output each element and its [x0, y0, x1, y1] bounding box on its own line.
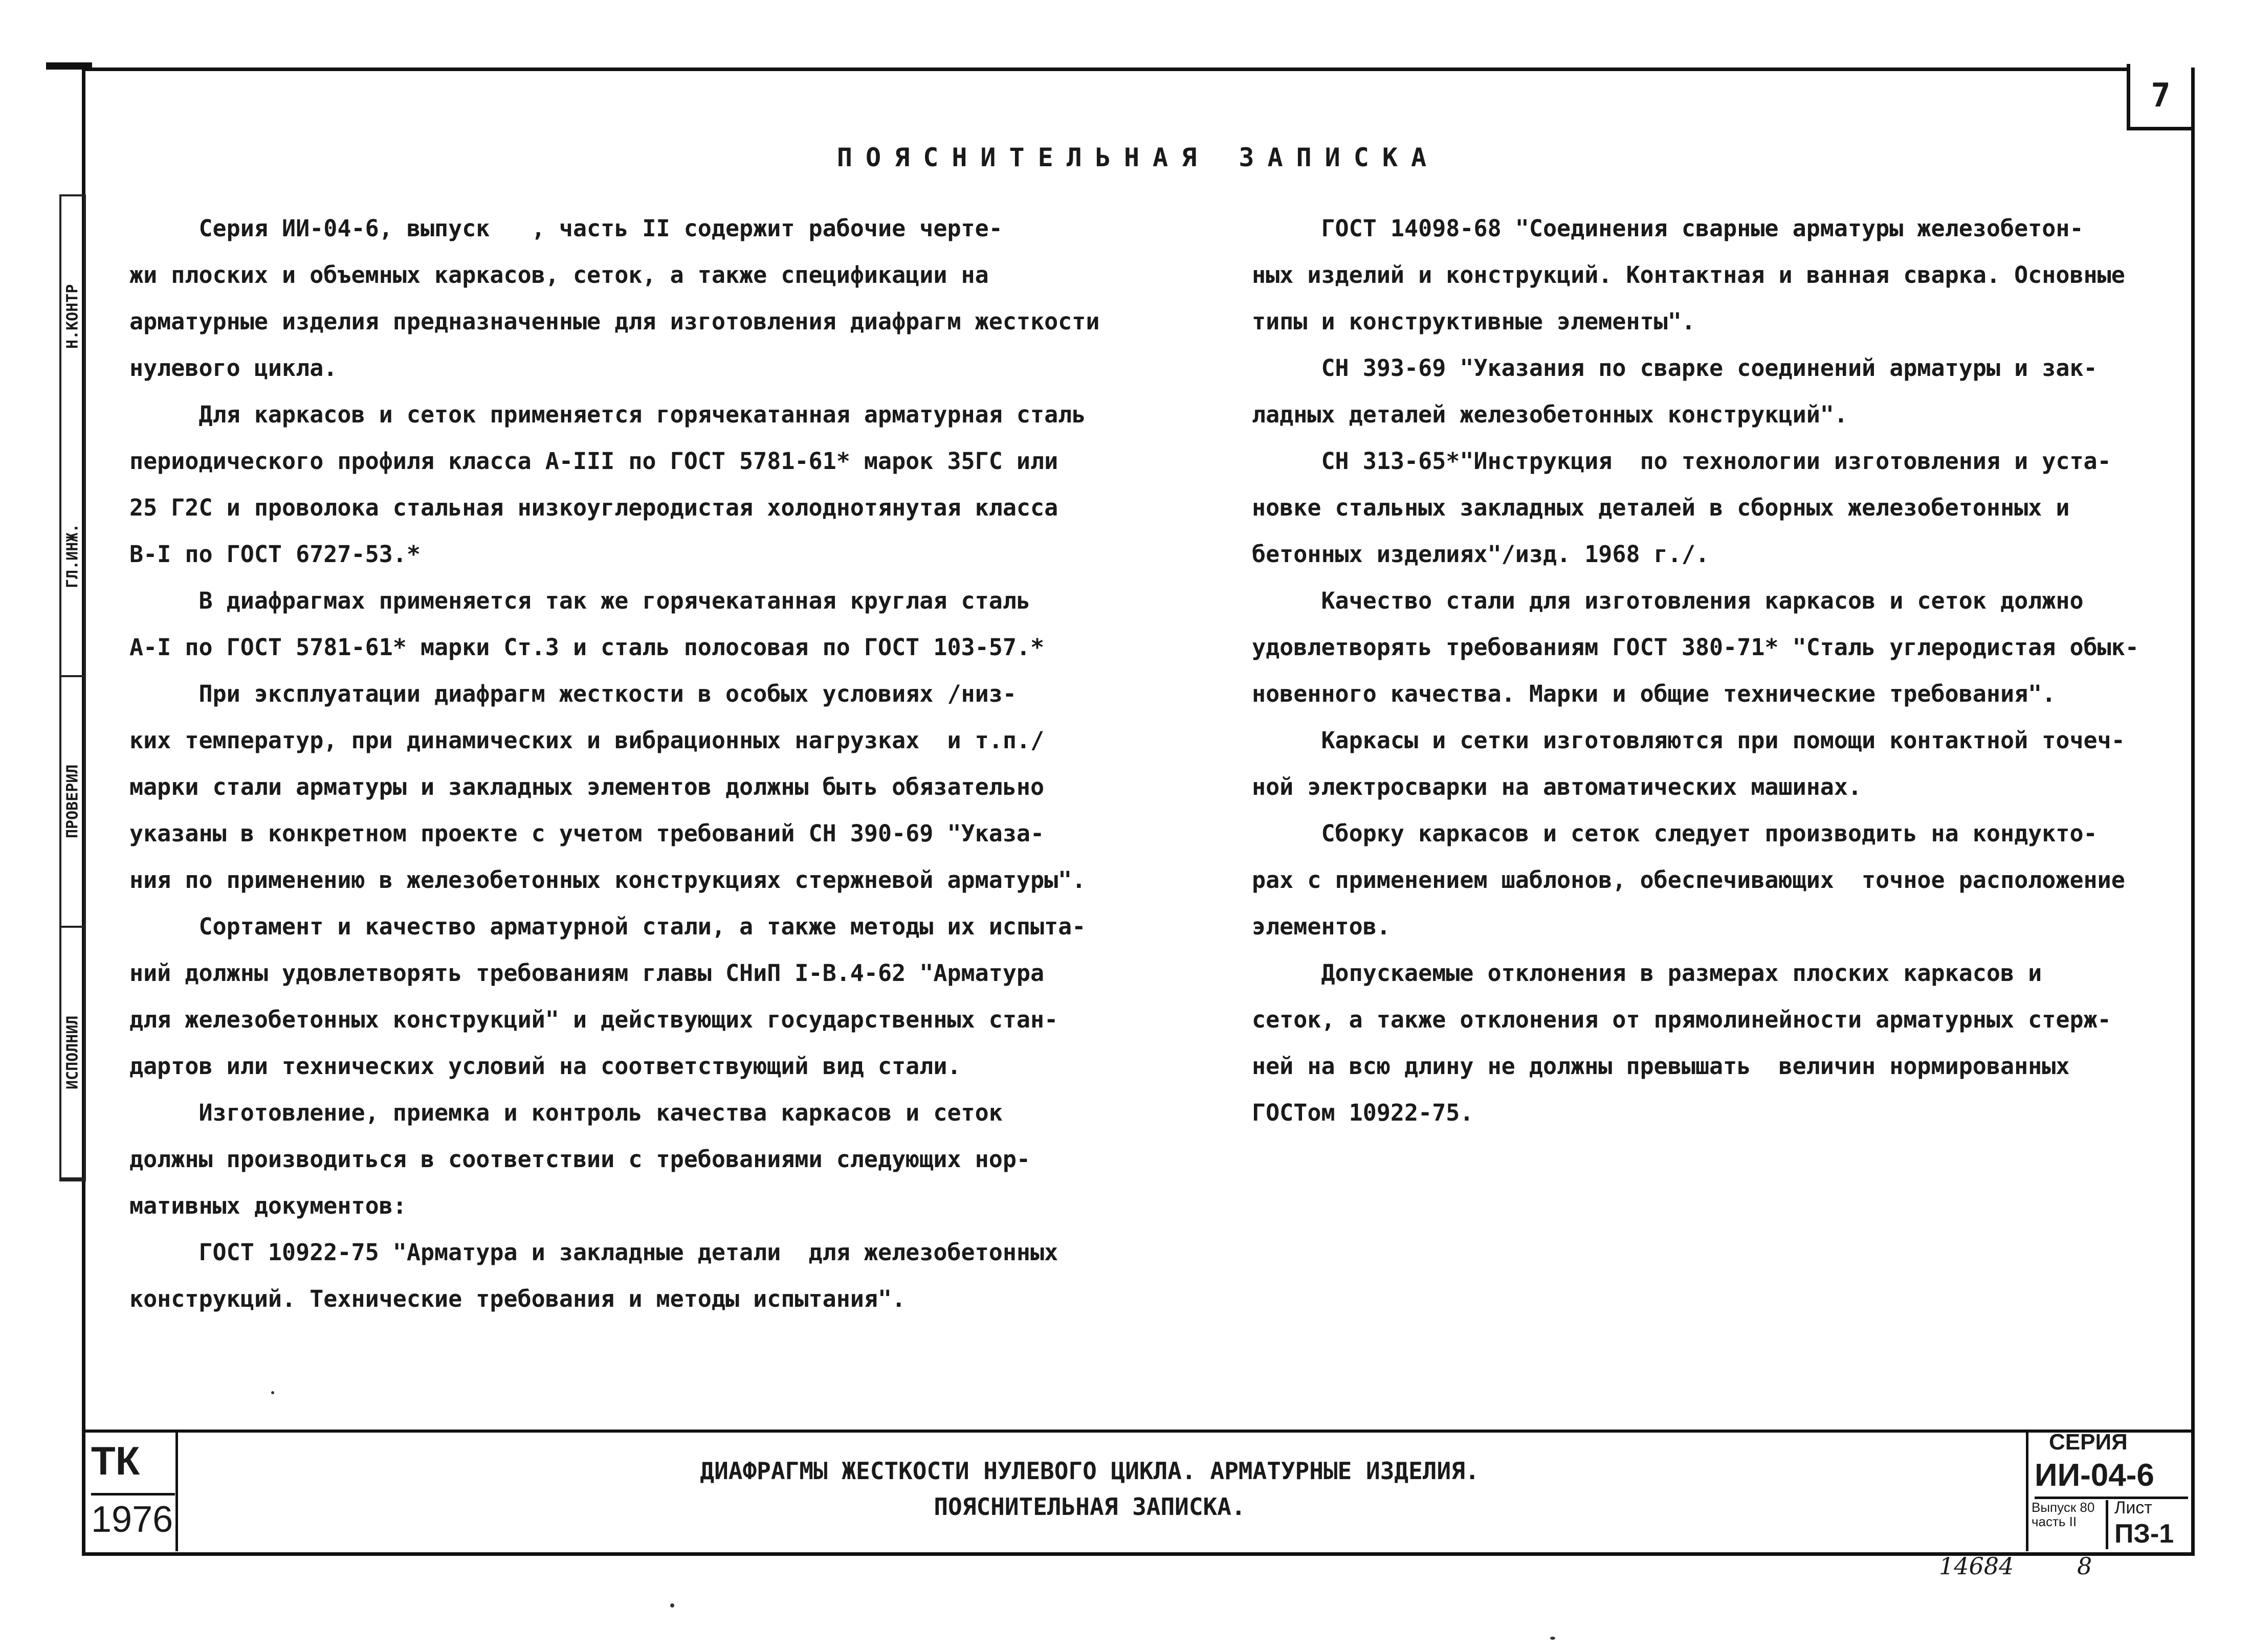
scan-speck	[1550, 1637, 1555, 1640]
text-line: Допускаемые отклонения в размерах плоских каркасов и	[1252, 959, 2042, 987]
text-line: марки стали арматуры и закладных элементов должны быть обязательно	[129, 773, 1045, 800]
caption-line-1: ДИАФРАГМЫ ЖЕСТКОСТИ НУЛЕВОГО ЦИКЛА. АРМАТУРНЫЕ ИЗДЕЛИЯ.	[700, 1457, 1480, 1485]
text-line: Для каркасов и сеток применяется горячекатанная арматурная сталь	[129, 401, 1086, 428]
archive-number: 14684	[1939, 1552, 2014, 1580]
side-label-ispolnil: ИСПОЛНИЛ	[61, 928, 84, 1179]
scan-speck	[670, 1603, 674, 1608]
right-column-text	[1252, 205, 2173, 1136]
text-line: Сортамент и качество арматурной стали, а также методы их испыта-	[129, 913, 1086, 940]
scan-speck	[271, 1391, 274, 1394]
series-label: СЕРИЯ	[2049, 1430, 2128, 1455]
text-line: удовлетворять требованиям ГОСТ 380-71* "Сталь углеродистая обык-	[1252, 634, 2139, 661]
text-line: Изготовление, приемка и контроль качества каркасов и сеток	[129, 1099, 1003, 1126]
text-line: арматурные изделия предназначенные для изготовления диафрагм жесткости	[129, 308, 1100, 335]
text-line: мативных документов:	[129, 1192, 407, 1219]
text-line: ных изделий и конструкций. Контактная и ванная сварка. Основные	[1252, 261, 2125, 288]
text-line: 25 Г2С и проволока стальная низкоуглеродистая холоднотянутая класса	[129, 494, 1058, 521]
handwritten-page: 8	[2077, 1552, 2092, 1580]
text-line: СН 393-69 "Указания по сварке соединений арматуры и зак-	[1252, 354, 2098, 382]
sheet-label: Лист	[2114, 1498, 2152, 1517]
text-line: Каркасы и сетки изготовляются при помощи контактной точеч-	[1252, 727, 2125, 754]
left-column-text	[129, 205, 1219, 1322]
sheet-number: ПЗ-1	[2114, 1519, 2174, 1549]
text-line: бетонных изделиях"/изд. 1968 г./.	[1252, 541, 1710, 568]
text-line: для железобетонных конструкций" и действующих государственных стан-	[129, 1006, 1058, 1033]
text-line: ких температур, при динамических и вибрационных нагрузках и т.п./	[129, 727, 1045, 754]
org-code: ТК	[91, 1438, 140, 1483]
text-line: новенного качества. Марки и общие технические требования".	[1252, 680, 2056, 707]
text-line: указаны в конкретном проекте с учетом требований СН 390-69 "Указа-	[129, 820, 1045, 847]
text-line: При эксплуатации диафрагм жесткости в особых условиях /низ-	[129, 680, 1017, 707]
title-block	[82, 1430, 2195, 1548]
text-line: ния по применению в железобетонных конструкциях стержневой арматуры".	[129, 866, 1086, 894]
text-line: В-I по ГОСТ 6727-53.*	[129, 541, 421, 568]
text-line: должны производиться в соответствии с требованиями следующих нор-	[129, 1146, 1030, 1173]
text-line: жи плоских и объемных каркасов, сеток, а также спецификации на	[129, 261, 989, 288]
issue-label: Выпуск 80 часть II	[2032, 1500, 2108, 1549]
series-cell	[2026, 1430, 2195, 1551]
text-line: нулевого цикла.	[129, 354, 338, 382]
text-line: СН 313-65*"Инструкция по технологии изготовления и уста-	[1252, 448, 2111, 475]
text-line: ГОСТ 10922-75 "Арматура и закладные детали для железобетонных	[129, 1239, 1058, 1266]
side-label-nkontr: Н.КОНТР	[63, 284, 82, 349]
text-line: периодического профиля класса А-III по ГОСТ 5781-61* марок 35ГС или	[129, 448, 1058, 475]
text-line: новке стальных закладных деталей в сборных железобетонных и	[1252, 494, 2070, 521]
org-cell	[89, 1433, 178, 1551]
text-line: сеток, а также отклонения от прямолинейности арматурных стерж-	[1252, 1006, 2111, 1033]
text-line: рах с применением шаблонов, обеспечивающих точное расположение	[1252, 866, 2125, 894]
text-line: дартов или технических условий на соответствующий вид стали.	[129, 1053, 961, 1080]
signature-strip	[59, 194, 86, 1181]
text-line: конструкций. Технические требования и методы испытания".	[129, 1285, 906, 1312]
side-label-proveril: ПРОВЕРИЛ	[61, 677, 84, 928]
title-block-caption	[184, 1453, 1995, 1525]
text-line: В диафрагмах применяется так же горячекатанная круглая сталь	[129, 587, 1030, 614]
text-line: элементов.	[1252, 913, 1391, 940]
document-title: ПОЯСНИТЕЛЬНАЯ ЗАПИСКА	[836, 143, 1440, 172]
series-code: ИИ-04-6	[2035, 1457, 2188, 1499]
text-line: Серия ИИ-04-6, выпуск , часть II содержит рабочие черте-	[129, 215, 1003, 242]
drawing-frame	[82, 68, 2195, 1556]
text-line: ГОСТом 10922-75.	[1252, 1099, 1474, 1126]
text-line: ной электросварки на автоматических машинах.	[1252, 773, 1862, 800]
text-line: ней на всю длину не должны превышать величин нормированных	[1252, 1053, 2070, 1080]
side-label-glinzh: ГЛ.ИНЖ.	[61, 437, 84, 677]
caption-line-2: ПОЯСНИТЕЛЬНАЯ ЗАПИСКА.	[934, 1493, 1246, 1521]
text-line: Сборку каркасов и сеток следует производить на кондукто-	[1252, 820, 2098, 847]
year: 1976	[91, 1493, 175, 1541]
text-line: типы и конструктивные элементы".	[1252, 308, 1695, 335]
text-line: ний должны удовлетворять требованиям главы СНиП I-В.4-62 "Арматура	[129, 959, 1045, 987]
text-line: А-I по ГОСТ 5781-61* марки Ст.3 и сталь полосовая по ГОСТ 103-57.*	[129, 634, 1045, 661]
text-line: ГОСТ 14098-68 "Соединения сварные арматуры железобетон-	[1252, 215, 2084, 242]
text-line: Качество стали для изготовления каркасов и сеток должно	[1252, 587, 2084, 614]
page-number: 7	[2127, 64, 2191, 130]
text-line: ладных деталей железобетонных конструкций".	[1252, 401, 1848, 428]
